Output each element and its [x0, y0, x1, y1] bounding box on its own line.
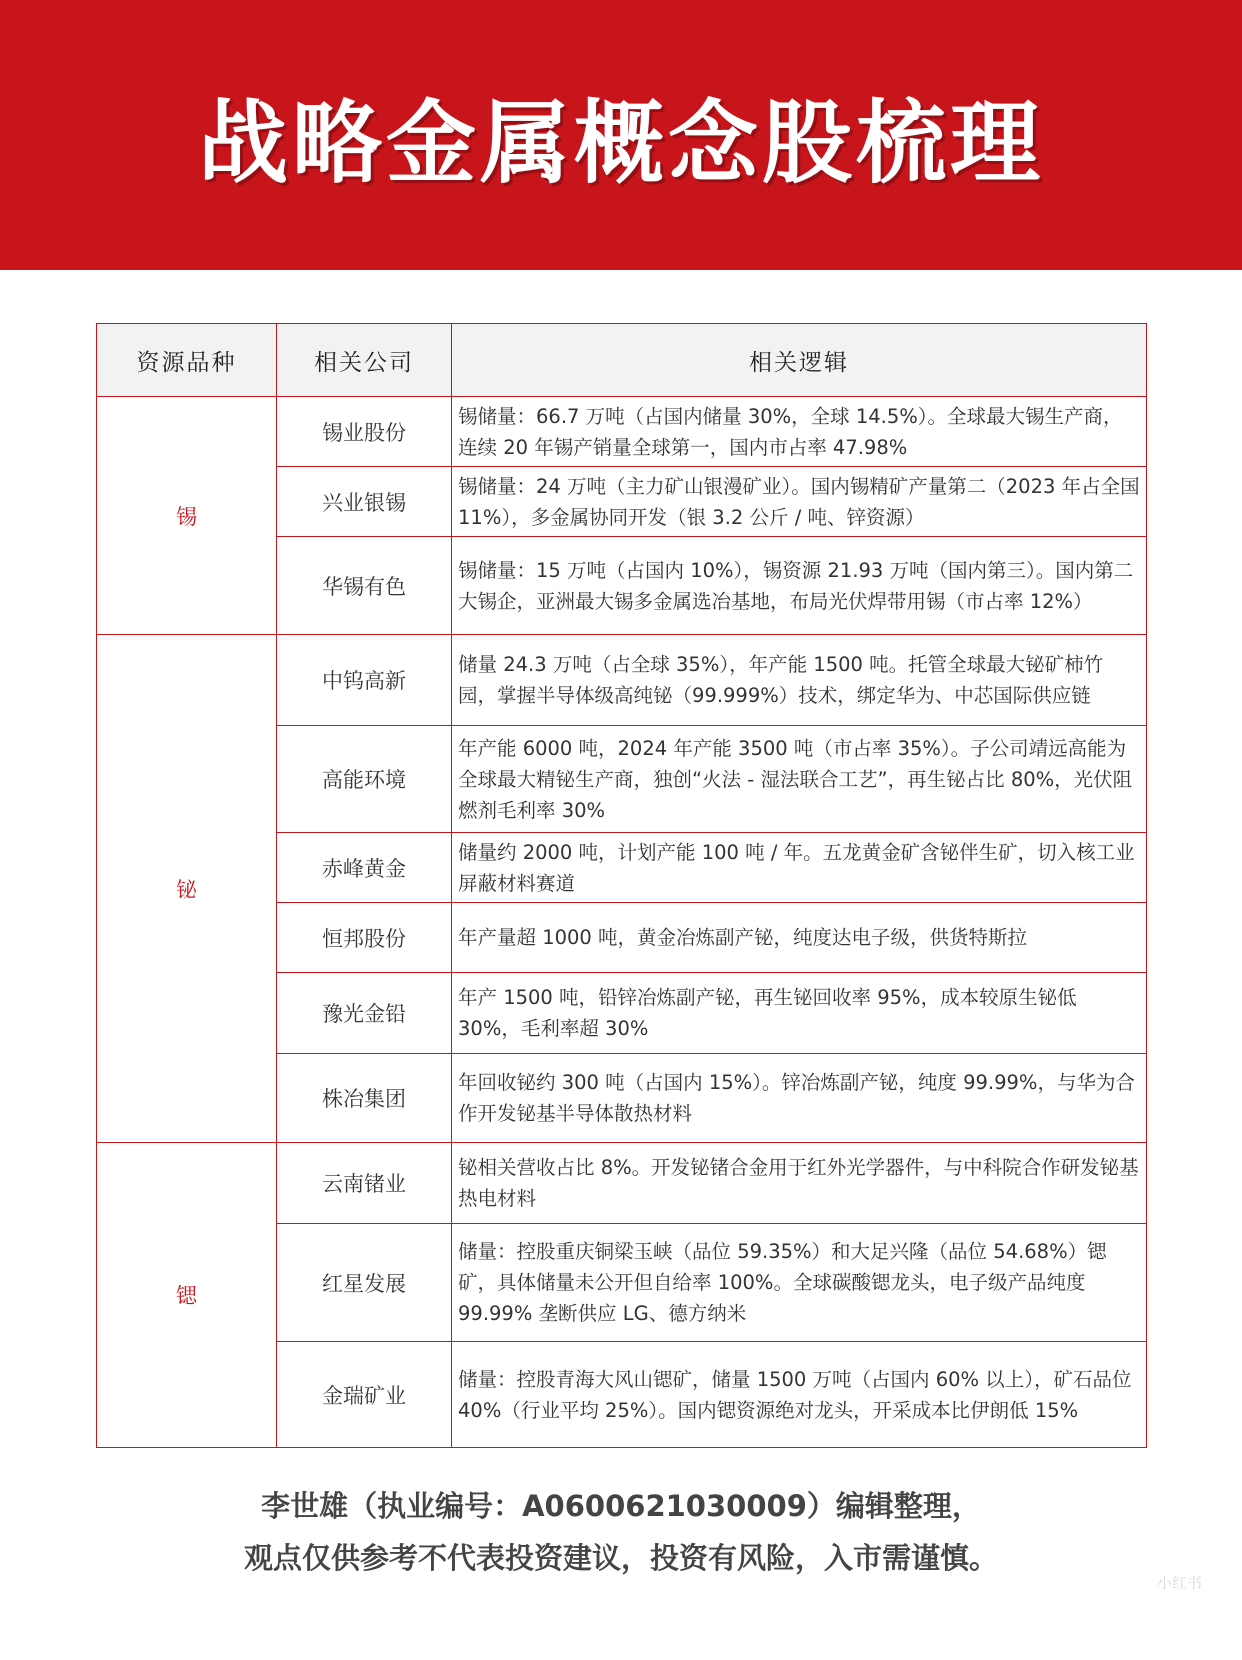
metal-cell-bismuth: 铋: [97, 635, 277, 1143]
corner-watermark: 小红书: [1156, 1574, 1202, 1592]
logic-cell: 年产能 6000 吨，2024 年产能 3500 吨（市占率 35%）。子公司靖远高能为全球最大精铋生产商，独创“火法 - 湿法联合工艺”，再生铋占比 80%，光伏阻燃剂毛利率 30%: [452, 726, 1147, 833]
table-row: [97, 635, 1147, 726]
logic-cell: 锡储量：24 万吨（主力矿山银漫矿业）。国内锡精矿产量第二（2023 年占全国 11%），多金属协同开发（银 3.2 公斤 / 吨、锌资源）: [452, 467, 1147, 537]
logic-cell: 储量：控股青海大风山锶矿，储量 1500 万吨（占国内 60% 以上），矿石品位 40%（行业平均 25%）。国内锶资源绝对龙头，开采成本比伊朗低 15%: [452, 1342, 1147, 1448]
company-cell: 豫光金铅: [277, 973, 452, 1054]
logic-cell: 储量约 2000 吨，计划产能 100 吨 / 年。五龙黄金矿含铋伴生矿，切入核工业屏蔽材料赛道: [452, 833, 1147, 903]
logic-cell: 铋相关营收占比 8%。开发铋锗合金用于红外光学器件，与中科院合作研发铋基热电材料: [452, 1143, 1147, 1224]
disclaimer: [0, 1480, 1242, 1584]
company-cell: 恒邦股份: [277, 903, 452, 973]
company-cell: 高能环境: [277, 726, 452, 833]
company-cell: 赤峰黄金: [277, 833, 452, 903]
disclaimer-line-1: 李世雄（执业编号：A0600621030009）编辑整理，: [261, 1489, 981, 1523]
logic-cell: 储量 24.3 万吨（占全球 35%），年产能 1500 吨。托管全球最大铋矿柿竹园，掌握半导体级高纯铋（99.999%）技术，绑定华为、中芯国际供应链: [452, 635, 1147, 726]
company-cell: 金瑞矿业: [277, 1342, 452, 1448]
company-cell: 红星发展: [277, 1224, 452, 1342]
metal-cell-tin: 锡: [97, 397, 277, 635]
company-cell: 兴业银锡: [277, 467, 452, 537]
company-cell: 株冶集团: [277, 1054, 452, 1143]
logic-cell: 锡储量：15 万吨（占国内 10%），锡资源 21.93 万吨（国内第三）。国内第二大锡企，亚洲最大锡多金属选冶基地，布局光伏焊带用锡（市占率 12%）: [452, 537, 1147, 635]
logic-cell: 年产量超 1000 吨，黄金冶炼副产铋，纯度达电子级，供货特斯拉: [452, 903, 1147, 973]
company-cell: 华锡有色: [277, 537, 452, 635]
logic-cell: 储量：控股重庆铜梁玉峡（品位 59.35%）和大足兴隆（品位 54.68%）锶矿，具体储量未公开但自给率 100%。全球碳酸锶龙头，电子级产品纯度 99.99% 垄断供应 LG、德方纳米: [452, 1224, 1147, 1342]
company-cell: 云南锗业: [277, 1143, 452, 1224]
header-metal: 资源品种: [97, 324, 277, 397]
stock-table: [96, 323, 1147, 1448]
disclaimer-line-2: 观点仅供参考不代表投资建议，投资有风险，入市需谨慎。: [243, 1541, 998, 1575]
header-logic: 相关逻辑: [452, 324, 1147, 397]
logic-cell: 年回收铋约 300 吨（占国内 15%）。锌冶炼副产铋，纯度 99.99%，与华为合作开发铋基半导体散热材料: [452, 1054, 1147, 1143]
company-cell: 锡业股份: [277, 397, 452, 467]
company-cell: 中钨高新: [277, 635, 452, 726]
title-banner: [0, 0, 1242, 270]
logic-cell: 锡储量：66.7 万吨（占国内储量 30%，全球 14.5%）。全球最大锡生产商，连续 20 年锡产销量全球第一，国内市占率 47.98%: [452, 397, 1147, 467]
metal-cell-strontium: 锶: [97, 1143, 277, 1448]
header-company: 相关公司: [277, 324, 452, 397]
page-title: 战略金属概念股梳理: [198, 90, 1044, 196]
logic-cell: 年产 1500 吨，铅锌冶炼副产铋，再生铋回收率 95%，成本较原生铋低 30%，毛利率超 30%: [452, 973, 1147, 1054]
table-row: [97, 397, 1147, 467]
table-row: [97, 1143, 1147, 1224]
table-header-row: [97, 324, 1147, 397]
